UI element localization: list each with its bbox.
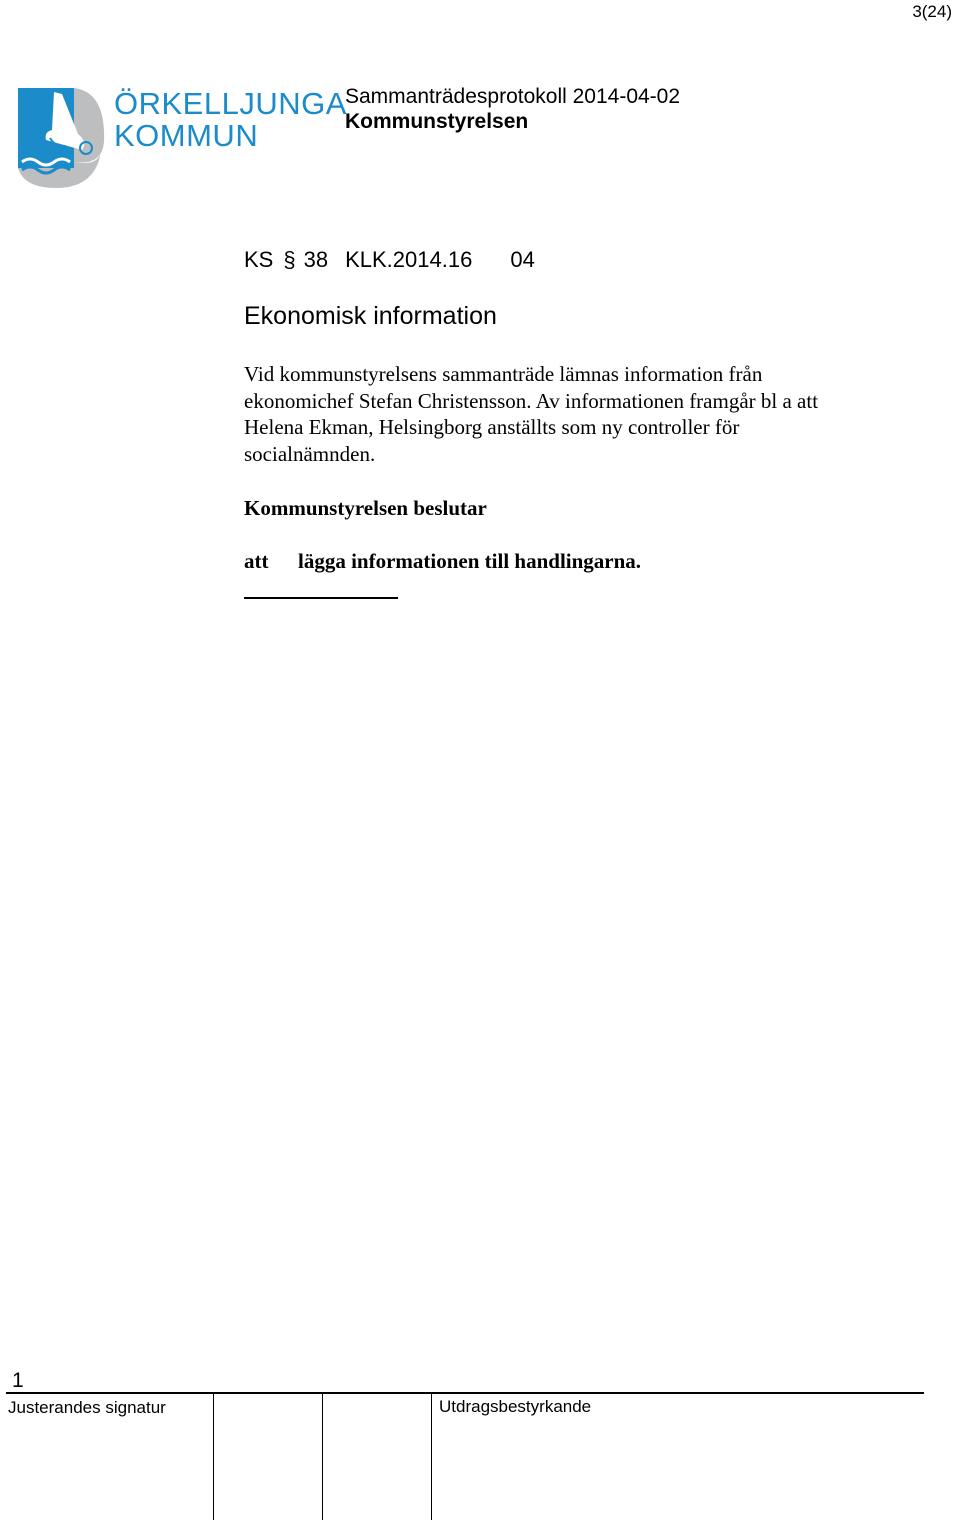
page-number: 3(24) (912, 2, 952, 21)
decision-heading: Kommunstyrelsen beslutar (244, 496, 487, 520)
brand-name-line2: KOMMUN (114, 118, 259, 153)
case-number: 38 (303, 247, 329, 272)
footer-column-divider (213, 1393, 214, 1520)
decision-att: att (244, 549, 269, 573)
end-rule (244, 597, 398, 599)
protocol-body-name: Kommunstyrelsen (345, 110, 529, 133)
footer-rule (6, 1392, 924, 1394)
case-prefix: KS (244, 247, 274, 272)
footer-certification-label: Utdragsbestyrkande (439, 1397, 592, 1416)
case-reference: KLK.2014.16 (345, 247, 473, 272)
footer-column-divider (431, 1393, 432, 1520)
footer-number: 1 (12, 1369, 24, 1392)
case-reference-line (244, 247, 535, 273)
brand-name-line1: ÖRKELLJUNGA (114, 86, 347, 121)
protocol-title: Sammanträdesprotokoll 2014-04-02 (345, 85, 681, 108)
footer-signature-label: Justerandes signatur (8, 1398, 166, 1417)
footer-column-divider (322, 1393, 323, 1520)
section-symbol: § (283, 247, 296, 272)
coat-of-arms-icon (16, 82, 106, 192)
section-heading: Ekonomisk information (244, 302, 497, 330)
decision-text: lägga informationen till handlingarna. (298, 549, 642, 573)
case-code: 04 (510, 247, 535, 272)
body-paragraph: Vid kommunstyrelsens sammanträde lämnas information från ekonomichef Stefan Christensson. Av informationen framgår bl a att Helena Ekman, Helsingborg anställts som ny controller för socialnämnden. (244, 362, 819, 466)
